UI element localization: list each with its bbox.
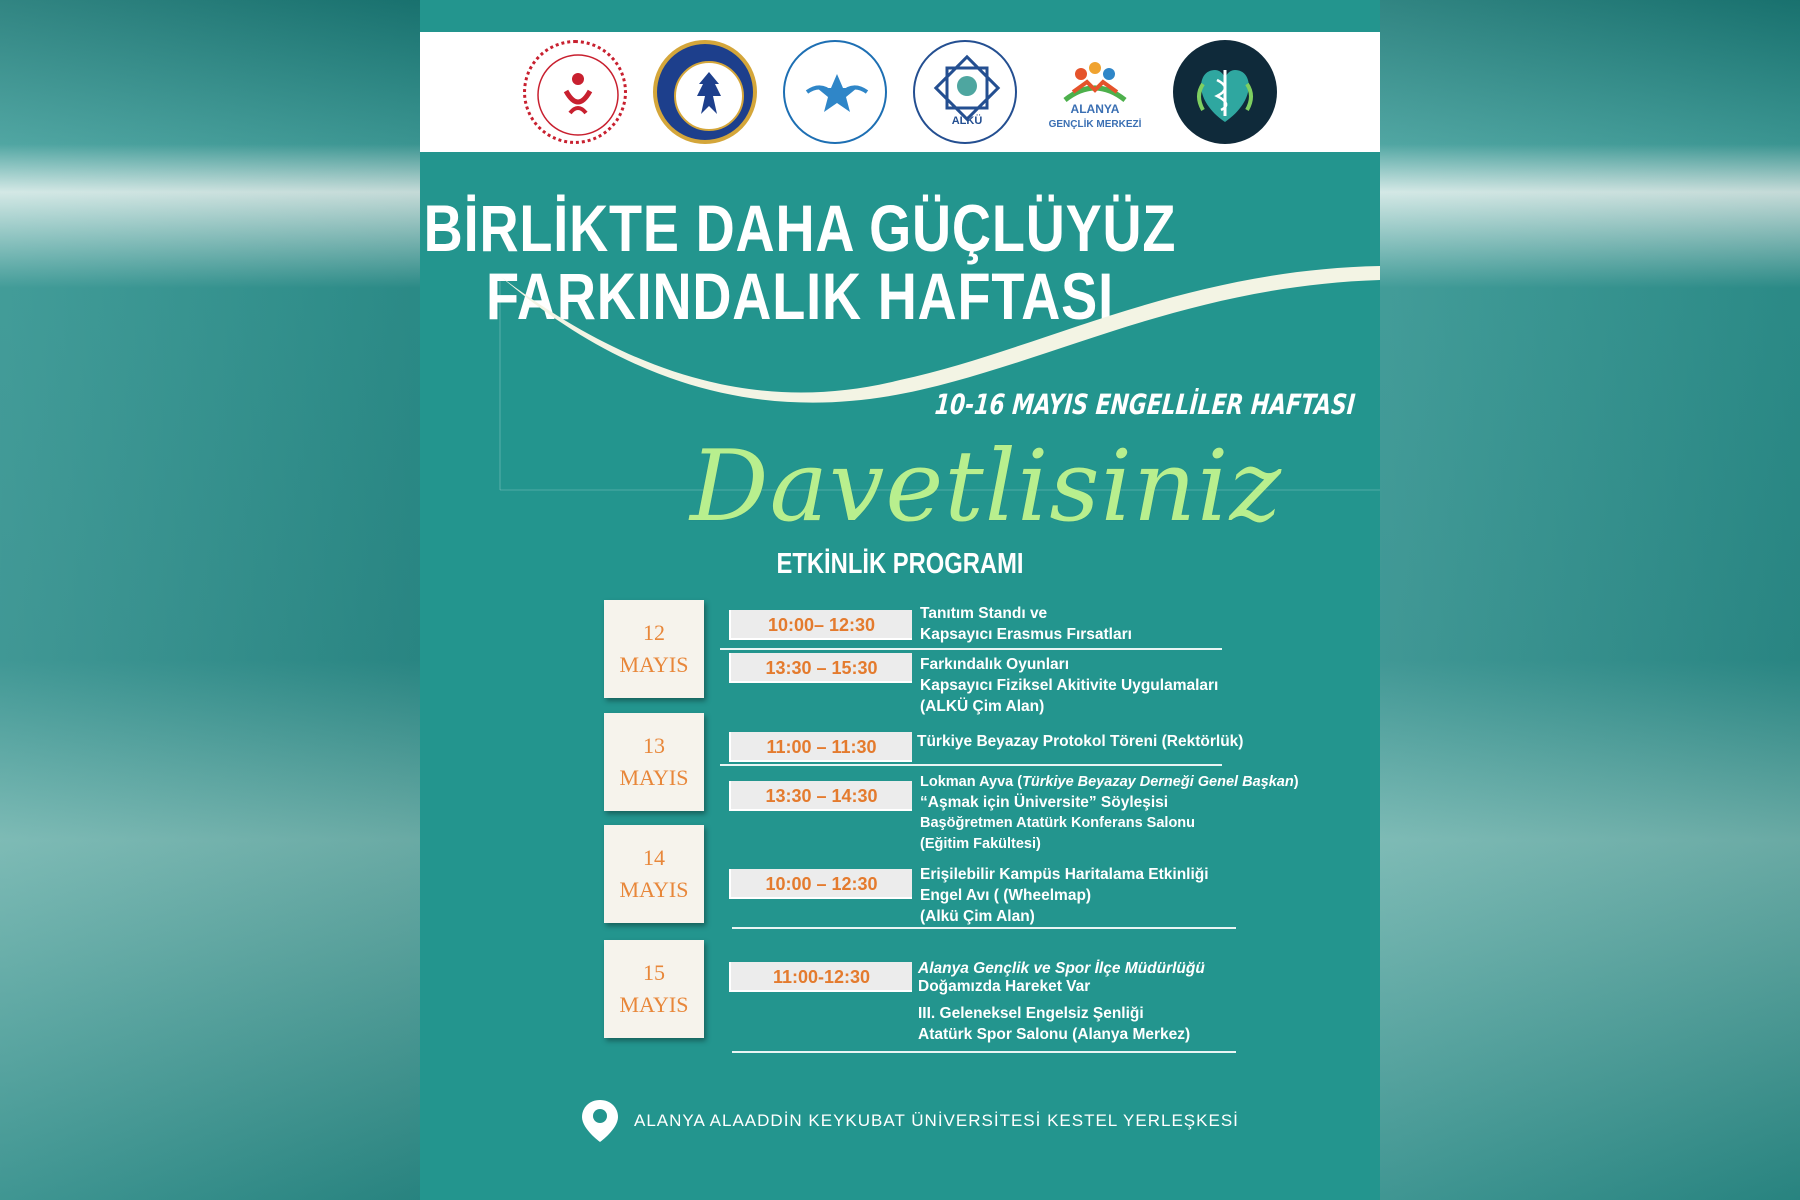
event-time: 10:00– 12:30 (729, 610, 912, 640)
event-description: Tanıtım Standı ve Kapsayıcı Erasmus Fırsatları (920, 605, 1132, 643)
event-week-subtitle: 10-16 MAYIS ENGELLİLER HAFTASI (933, 388, 1357, 421)
alku-engelli-ogrenci-logo (913, 40, 1017, 144)
invitation-script: Davetlisiniz (690, 430, 1283, 544)
program-heading: ETKİNLİK PROGRAMI (776, 548, 1024, 580)
alku-university-logo (783, 40, 887, 144)
event-description: Türkiye Beyazay Protokol Töreni (Rektörlük) (917, 733, 1244, 750)
event-description: Erişilebilir Kampüs Haritalama Etkinliği Engel Avı ( (Wheelmap) (Alkü Çim Alan) (920, 866, 1209, 925)
location-text: ALANYA ALAADDİN KEYKUBAT ÜNİVERSİTESİ KESTEL YERLEŞKESİ (634, 1111, 1239, 1130)
yasama-dokunus-logo (1173, 40, 1277, 144)
event-time: 11:00 – 11:30 (729, 732, 912, 762)
main-title-line2: FARKINDALIK HAFTASI (486, 259, 1114, 333)
alanya-genclik-merkezi-logo (1043, 40, 1147, 144)
event-poster (420, 0, 1380, 1200)
divider (720, 648, 1222, 650)
svg-text:ALKÜ: ALKÜ (951, 115, 983, 127)
divider (720, 764, 1222, 766)
logo-strip (420, 32, 1380, 152)
day-card-14: 14 MAYIS (604, 825, 704, 923)
event-time: 10:00 – 12:30 (729, 869, 912, 899)
event-description: Farkındalık Oyunları Kapsayıcı Fiziksel Akitivite Uygulamaları (ALKÜ Çim Alan) (920, 656, 1219, 715)
alanya-kaymakamligi-logo (653, 40, 757, 144)
genclik-merkezi-label: ALANYA GENÇLİK MERKEZİ (1048, 102, 1142, 130)
event-description: Alanya Gençlik ve Spor İlçe Müdürlüğü Doğamızda Hareket Var III. Geleneksel Engelsiz Şenliği Atatürk Spor Salonu (Alanya Merkez) (918, 960, 1205, 1043)
day-card-15: 15 MAYIS (604, 940, 704, 1038)
day-card-13: 13 MAYIS (604, 713, 704, 811)
event-time: 11:00-12:30 (729, 962, 912, 992)
event-time: 13:30 – 14:30 (729, 781, 912, 811)
genclik-spor-bakanligi-logo (523, 40, 627, 144)
main-title-line1: BİRLİKTE DAHA GÜÇLÜYÜZ (423, 191, 1177, 265)
event-time: 13:30 – 15:30 (729, 653, 912, 683)
location (580, 1098, 1239, 1144)
event-description: Lokman Ayva (Türkiye Beyazay Derneği Genel Başkan) “Aşmak için Üniversite” Söyleşisi Başöğretmen Atatürk Konferans Salonu (Eğitim Fakültesi) (920, 774, 1299, 852)
day-card-12: 12 MAYIS (604, 600, 704, 698)
divider (732, 1051, 1236, 1053)
divider (732, 927, 1236, 929)
location-pin-icon (580, 1098, 620, 1144)
